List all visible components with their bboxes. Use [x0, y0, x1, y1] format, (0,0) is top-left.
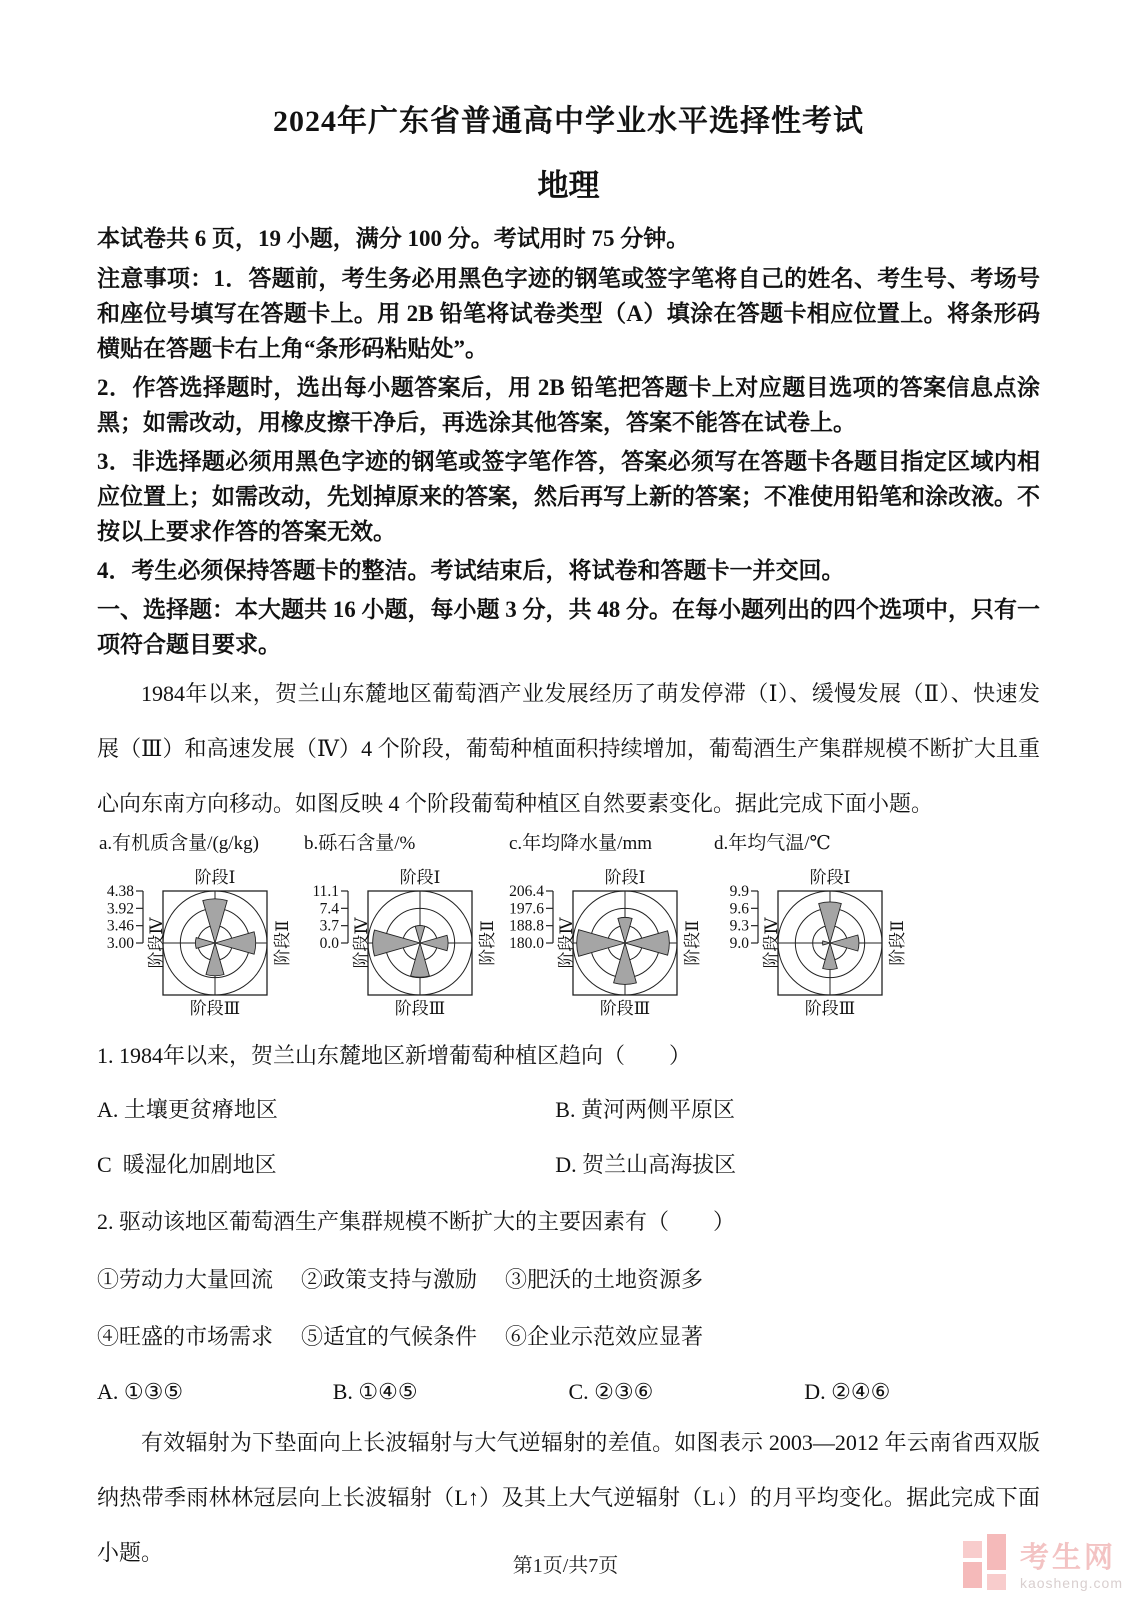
watermark-site-name: 考生网 [1019, 1542, 1116, 1574]
notice-1: 注意事项：1．答题前，考生务必用黑色字迹的钢笔或签字笔将自己的姓名、考生号、考场号和座位号填写在答题卡上。用 2B 铅笔将试卷类型（A）填涂在答题卡相应位置上。将条形码横贴在答题卡右上角“条形码粘贴处”。 [97, 266, 1040, 361]
svg-text:7.4: 7.4 [319, 900, 339, 918]
question-1-option-d: D. 贺兰山高海拔区 [555, 1152, 737, 1177]
svg-text:阶段Ⅰ: 阶段Ⅰ [399, 868, 441, 887]
svg-text:阶段Ⅳ: 阶段Ⅳ [557, 917, 576, 969]
svg-text:阶段Ⅲ: 阶段Ⅲ [394, 999, 446, 1018]
question-1-option-c: C 暖湿化加剧地区 [97, 1152, 277, 1177]
question-2-item-2: ②政策支持与激励 [301, 1267, 478, 1292]
svg-text:9.0: 9.0 [729, 935, 749, 952]
question-2-text: 2. 驱动该地区葡萄酒生产集群规模不断扩大的主要因素有（ ） [97, 1209, 736, 1234]
passage-grape-industry: 1984年以来，贺兰山东麓地区葡萄酒产业发展经历了萌发停滞（Ⅰ）、缓慢发展（Ⅱ）、快速发展（Ⅲ）和高速发展（Ⅳ）4 个阶段，葡萄种植面积持续增加，葡萄酒生产集群规模不断扩大且重心向东南方向移动。如图反映 4 个阶段葡萄种植区自然要素变化。据此完成下面小题。 [97, 681, 1040, 816]
question-2-items-row-1 [97, 1263, 1040, 1294]
question-1-text: 1. 1984年以来，贺兰山东麓地区新增葡萄种植区趋向（ ） [97, 1043, 692, 1068]
svg-text:9.3: 9.3 [729, 917, 749, 935]
rose-chart-temperature [712, 833, 917, 1025]
question-2-items-row-2 [97, 1320, 1040, 1351]
rose-chart-c-svg [507, 855, 712, 1025]
svg-text:阶段Ⅳ: 阶段Ⅳ [147, 917, 166, 969]
question-2-options [97, 1379, 1040, 1405]
svg-text:阶段Ⅰ: 阶段Ⅰ [604, 868, 646, 887]
section-header: 一、选择题：本大题共 16 小题，每小题 3 分，共 48 分。在每小题列出的四个选项中，只有一项符合题目要求。 [97, 597, 1040, 657]
svg-text:3.7: 3.7 [319, 917, 339, 935]
svg-text:阶段Ⅲ: 阶段Ⅲ [189, 999, 241, 1018]
svg-text:阶段Ⅱ: 阶段Ⅱ [888, 920, 907, 966]
chart-title-d: d.年均气温/℃ [714, 833, 831, 854]
question-1-option-b: B. 黄河两侧平原区 [555, 1097, 735, 1122]
question-2-option-d: D. ②④⑥ [804, 1379, 891, 1404]
rose-chart-precipitation [507, 833, 712, 1025]
svg-text:阶段Ⅱ: 阶段Ⅱ [683, 920, 702, 966]
exam-info: 本试卷共 6 页，19 小题，满分 100 分。考试用时 75 分钟。 [97, 226, 690, 251]
svg-text:180.0: 180.0 [509, 935, 544, 952]
svg-text:3.92: 3.92 [106, 900, 134, 918]
question-1-option-a: A. 土壤更贫瘠地区 [97, 1097, 278, 1122]
question-2-item-3: ③肥沃的土地资源多 [505, 1267, 704, 1292]
kaosheng-watermark [963, 1534, 1123, 1592]
rose-chart-gravel-content [302, 833, 507, 1025]
watermark-text [1020, 1544, 1123, 1592]
svg-text:0.0: 0.0 [319, 935, 339, 952]
kaosheng-logo-icon [963, 1534, 1011, 1592]
svg-text:阶段Ⅱ: 阶段Ⅱ [478, 920, 497, 966]
svg-text:阶段Ⅳ: 阶段Ⅳ [762, 917, 781, 969]
rose-chart-a-svg [97, 855, 302, 1025]
rose-chart-d-svg [712, 855, 917, 1025]
rose-charts-figure [97, 833, 1040, 1025]
page-title: 2024年广东省普通高中学业水平选择性考试 [273, 105, 864, 138]
question-2-option-b: B. ①④⑤ [332, 1379, 418, 1404]
svg-text:3.00: 3.00 [106, 935, 134, 952]
chart-title-b: b.砾石含量/% [304, 833, 416, 854]
notice-3: 3．非选择题必须用黑色字迹的钢笔或签字笔作答，答案必须写在答题卡各题目指定区域内相应位置上；如需改动，先划掉原来的答案，然后再写上新的答案；不准使用铅笔和涂改液。不按以上要求作答的答案无效。 [97, 449, 1040, 544]
svg-text:9.6: 9.6 [729, 900, 749, 918]
svg-text:阶段Ⅰ: 阶段Ⅰ [809, 868, 851, 887]
passage-effective-radiation: 有效辐射为下垫面向上长波辐射与大气逆辐射的差值。如图表示 2003—2012 年云南省西双版纳热带季雨林林冠层向上长波辐射（L↑）及其上大气逆辐射（L↓）的月平均变化。据此完成下面小题。 [97, 1430, 1040, 1565]
svg-text:阶段Ⅰ: 阶段Ⅰ [194, 868, 236, 887]
question-2-item-5: ⑤适宜的气候条件 [301, 1324, 478, 1349]
subject-title: 地理 [537, 168, 600, 203]
question-2-option-c: C. ②③⑥ [568, 1379, 654, 1404]
question-2-item-1: ①劳动力大量回流 [97, 1267, 274, 1292]
svg-text:3.46: 3.46 [106, 917, 134, 935]
notice-4: 4．考生必须保持答题卡的整洁。考试结束后，将试卷和答题卡一并交回。 [97, 558, 845, 583]
svg-text:188.8: 188.8 [509, 917, 544, 935]
rose-chart-organic-matter [97, 833, 302, 1025]
svg-text:阶段Ⅲ: 阶段Ⅲ [804, 999, 856, 1018]
svg-text:11.1: 11.1 [312, 883, 339, 900]
svg-text:4.38: 4.38 [106, 883, 134, 900]
chart-title-a: a.有机质含量/(g/kg) [99, 833, 259, 854]
svg-text:197.6: 197.6 [509, 900, 544, 918]
question-2-item-4: ④旺盛的市场需求 [97, 1324, 274, 1349]
question-2-item-6: ⑥企业示范效应显著 [505, 1324, 704, 1349]
svg-text:206.4: 206.4 [509, 883, 544, 900]
page-number: 第1页/共7页 [512, 1555, 619, 1577]
rose-chart-b-svg [302, 855, 507, 1025]
svg-text:阶段Ⅱ: 阶段Ⅱ [273, 920, 292, 966]
chart-title-c: c.年均降水量/mm [509, 833, 653, 854]
svg-text:9.9: 9.9 [729, 883, 749, 900]
notice-2: 2．作答选择题时，选出每小题答案后，用 2B 铅笔把答题卡上对应题目选项的答案信息点涂黑；如需改动，用橡皮擦干净后，再选涂其他答案，答案不能答在试卷上。 [97, 375, 1040, 435]
question-2-option-a: A. ①③⑤ [97, 1379, 184, 1404]
question-1-options [97, 1093, 1040, 1179]
watermark-site-domain: kaosheng.com [1019, 1575, 1123, 1591]
svg-text:阶段Ⅲ: 阶段Ⅲ [599, 999, 651, 1018]
svg-text:阶段Ⅳ: 阶段Ⅳ [352, 917, 371, 969]
